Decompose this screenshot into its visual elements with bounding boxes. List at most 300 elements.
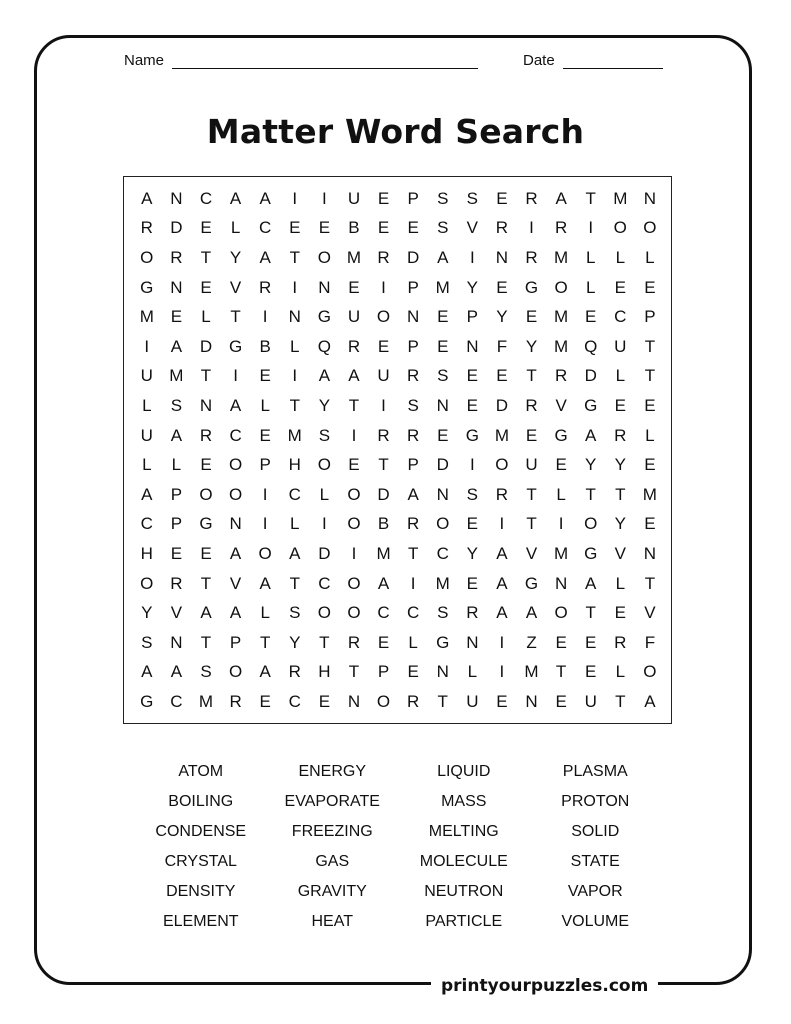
grid-letter[interactable]: R bbox=[377, 425, 390, 445]
grid-letter[interactable]: E bbox=[377, 218, 390, 238]
grid-letter[interactable]: G bbox=[554, 425, 568, 445]
grid-letter[interactable]: A bbox=[644, 691, 656, 711]
grid-letter[interactable]: R bbox=[614, 425, 627, 445]
grid-letter[interactable]: C bbox=[199, 188, 213, 208]
grid-letter[interactable]: L bbox=[142, 455, 152, 475]
grid-letter[interactable]: E bbox=[496, 366, 508, 386]
grid-letter[interactable]: E bbox=[348, 455, 360, 475]
grid-letter[interactable]: O bbox=[554, 603, 568, 623]
grid-letter[interactable]: R bbox=[525, 247, 538, 267]
grid-letter[interactable]: E bbox=[644, 395, 656, 415]
grid-letter[interactable]: N bbox=[643, 188, 657, 208]
grid-letter[interactable]: O bbox=[347, 573, 361, 593]
grid-letter[interactable]: U bbox=[140, 366, 153, 386]
grid-letter[interactable]: I bbox=[588, 218, 594, 238]
grid-letter[interactable]: Q bbox=[317, 336, 331, 356]
grid-letter[interactable]: N bbox=[643, 543, 657, 563]
grid-letter[interactable]: Z bbox=[526, 632, 537, 652]
grid-letter[interactable]: A bbox=[525, 603, 538, 623]
grid-letter[interactable]: N bbox=[170, 277, 183, 297]
grid-letter[interactable]: M bbox=[613, 188, 628, 208]
grid-letter[interactable]: L bbox=[319, 484, 330, 504]
grid-letter[interactable]: E bbox=[377, 188, 390, 208]
grid-letter[interactable]: L bbox=[556, 484, 566, 504]
grid-letter[interactable]: E bbox=[555, 691, 567, 711]
grid-letter[interactable]: E bbox=[555, 632, 567, 652]
grid-letter[interactable]: E bbox=[496, 691, 508, 711]
grid-letter[interactable]: H bbox=[140, 543, 153, 563]
grid-letter[interactable]: M bbox=[376, 543, 391, 563]
grid-letter[interactable]: O bbox=[376, 691, 391, 711]
grid-letter[interactable]: M bbox=[435, 573, 450, 593]
grid-letter[interactable]: T bbox=[200, 366, 212, 386]
grid-letter[interactable]: S bbox=[200, 662, 212, 682]
grid-letter[interactable]: M bbox=[524, 662, 539, 682]
grid-letter[interactable]: R bbox=[199, 425, 213, 445]
grid-letter[interactable]: I bbox=[529, 218, 534, 238]
grid-letter[interactable]: T bbox=[289, 573, 300, 593]
grid-letter[interactable]: S bbox=[407, 395, 419, 415]
grid-letter[interactable]: P bbox=[407, 277, 419, 297]
grid-letter[interactable]: T bbox=[289, 247, 300, 267]
grid-letter[interactable]: E bbox=[614, 395, 626, 415]
grid-letter[interactable]: N bbox=[436, 662, 449, 682]
grid-letter[interactable]: A bbox=[141, 662, 153, 682]
grid-letter[interactable]: R bbox=[525, 188, 538, 208]
grid-letter[interactable]: T bbox=[615, 484, 626, 504]
grid-letter[interactable]: V bbox=[525, 543, 538, 563]
grid-letter[interactable]: L bbox=[230, 218, 241, 238]
grid-letter[interactable]: A bbox=[259, 662, 271, 682]
grid-letter[interactable]: C bbox=[614, 307, 627, 327]
grid-letter[interactable]: P bbox=[229, 632, 242, 652]
grid-letter[interactable]: U bbox=[377, 366, 390, 386]
grid-letter[interactable]: A bbox=[170, 336, 183, 356]
grid-letter[interactable]: T bbox=[555, 662, 567, 682]
grid-letter[interactable]: L bbox=[260, 395, 270, 415]
grid-letter[interactable]: M bbox=[346, 247, 362, 267]
grid-letter[interactable]: E bbox=[614, 277, 626, 297]
grid-letter[interactable]: V bbox=[555, 395, 567, 415]
grid-letter[interactable]: S bbox=[466, 188, 478, 208]
grid-letter[interactable]: M bbox=[554, 336, 569, 356]
grid-letter[interactable]: A bbox=[289, 543, 301, 563]
grid-letter[interactable]: G bbox=[584, 395, 598, 415]
grid-letter[interactable]: Y bbox=[614, 514, 626, 534]
grid-letter[interactable]: P bbox=[644, 307, 656, 327]
grid-letter[interactable]: F bbox=[644, 632, 656, 652]
grid-letter[interactable]: E bbox=[437, 425, 449, 445]
grid-letter[interactable]: V bbox=[229, 277, 242, 297]
grid-letter[interactable]: L bbox=[615, 366, 626, 386]
grid-letter[interactable]: R bbox=[347, 632, 361, 652]
grid-letter[interactable]: M bbox=[169, 366, 184, 386]
grid-letter[interactable]: E bbox=[407, 662, 419, 682]
grid-letter[interactable]: T bbox=[200, 247, 212, 267]
grid-letter[interactable]: T bbox=[319, 632, 330, 652]
grid-letter[interactable]: I bbox=[292, 188, 298, 208]
grid-letter[interactable]: C bbox=[288, 484, 301, 504]
grid-letter[interactable]: G bbox=[228, 336, 243, 356]
grid-letter[interactable]: N bbox=[436, 395, 449, 415]
grid-letter[interactable]: Y bbox=[289, 632, 301, 652]
grid-letter[interactable]: O bbox=[140, 573, 154, 593]
grid-letter[interactable]: I bbox=[262, 484, 268, 504]
grid-letter[interactable]: R bbox=[288, 662, 301, 682]
grid-letter[interactable]: A bbox=[259, 573, 271, 593]
grid-letter[interactable]: O bbox=[436, 514, 450, 534]
grid-letter[interactable]: R bbox=[140, 218, 153, 238]
grid-letter[interactable]: E bbox=[259, 425, 271, 445]
grid-letter[interactable]: Y bbox=[466, 543, 478, 563]
grid-letter[interactable]: O bbox=[643, 662, 657, 682]
grid-letter[interactable]: E bbox=[525, 307, 538, 327]
grid-letter[interactable]: P bbox=[259, 455, 271, 475]
grid-letter[interactable]: T bbox=[200, 573, 212, 593]
grid-letter[interactable]: L bbox=[201, 307, 211, 327]
grid-letter[interactable]: L bbox=[467, 662, 478, 682]
grid-letter[interactable]: A bbox=[229, 603, 242, 623]
grid-letter[interactable]: A bbox=[229, 188, 242, 208]
grid-letter[interactable]: E bbox=[614, 603, 626, 623]
grid-letter[interactable]: I bbox=[410, 573, 416, 593]
grid-letter[interactable]: E bbox=[318, 218, 331, 238]
grid-letter[interactable]: O bbox=[376, 307, 391, 327]
grid-letter[interactable]: A bbox=[585, 425, 597, 445]
grid-letter[interactable]: P bbox=[407, 455, 419, 475]
grid-letter[interactable]: S bbox=[170, 395, 183, 415]
grid-letter[interactable]: R bbox=[407, 514, 420, 534]
grid-letter[interactable]: A bbox=[496, 573, 508, 593]
grid-letter[interactable]: E bbox=[407, 218, 419, 238]
grid-letter[interactable]: R bbox=[407, 691, 420, 711]
grid-letter[interactable]: S bbox=[466, 484, 478, 504]
grid-letter[interactable]: O bbox=[347, 603, 361, 623]
grid-letter[interactable]: T bbox=[644, 366, 656, 386]
grid-letter[interactable]: R bbox=[347, 336, 361, 356]
grid-letter[interactable]: R bbox=[377, 247, 390, 267]
grid-letter[interactable]: I bbox=[351, 425, 357, 445]
grid-letter[interactable]: L bbox=[290, 514, 300, 534]
grid-letter[interactable]: T bbox=[526, 514, 537, 534]
grid-letter[interactable]: E bbox=[496, 188, 508, 208]
grid-letter[interactable]: E bbox=[348, 277, 360, 297]
grid-letter[interactable]: N bbox=[466, 336, 479, 356]
grid-letter[interactable]: E bbox=[585, 307, 597, 327]
grid-letter[interactable]: A bbox=[407, 484, 419, 504]
grid-letter[interactable]: T bbox=[230, 307, 241, 327]
grid-letter[interactable]: G bbox=[524, 573, 539, 593]
grid-letter[interactable]: G bbox=[199, 514, 213, 534]
grid-letter[interactable]: M bbox=[198, 691, 214, 711]
grid-letter[interactable]: V bbox=[170, 603, 183, 623]
grid-letter[interactable]: L bbox=[615, 573, 626, 593]
grid-letter[interactable]: N bbox=[554, 573, 568, 593]
grid-letter[interactable]: T bbox=[407, 543, 419, 563]
grid-letter[interactable]: C bbox=[288, 691, 301, 711]
grid-letter[interactable]: E bbox=[466, 573, 478, 593]
grid-letter[interactable]: L bbox=[260, 603, 270, 623]
grid-letter[interactable]: E bbox=[377, 336, 390, 356]
grid-letter[interactable]: T bbox=[615, 691, 626, 711]
grid-letter[interactable]: O bbox=[228, 455, 243, 475]
grid-letter[interactable]: U bbox=[584, 691, 597, 711]
grid-letter[interactable]: R bbox=[495, 484, 509, 504]
grid-letter[interactable]: P bbox=[377, 662, 390, 682]
grid-letter[interactable]: D bbox=[318, 543, 331, 563]
grid-letter[interactable]: E bbox=[496, 277, 508, 297]
grid-letter[interactable]: E bbox=[644, 455, 656, 475]
grid-letter[interactable]: I bbox=[499, 632, 505, 652]
grid-letter[interactable]: O bbox=[140, 247, 154, 267]
grid-letter[interactable]: R bbox=[229, 691, 242, 711]
grid-letter[interactable]: A bbox=[141, 188, 153, 208]
grid-letter[interactable]: U bbox=[525, 455, 538, 475]
grid-letter[interactable]: N bbox=[525, 691, 538, 711]
grid-letter[interactable]: B bbox=[259, 336, 271, 356]
grid-letter[interactable]: M bbox=[139, 307, 154, 327]
grid-letter[interactable]: M bbox=[287, 425, 302, 445]
grid-letter[interactable]: O bbox=[584, 514, 598, 534]
grid-letter[interactable]: E bbox=[466, 514, 478, 534]
grid-letter[interactable]: E bbox=[525, 425, 538, 445]
grid-letter[interactable]: E bbox=[259, 691, 271, 711]
grid-letter[interactable]: O bbox=[495, 455, 509, 475]
grid-letter[interactable]: O bbox=[347, 484, 361, 504]
grid-letter[interactable]: T bbox=[585, 484, 596, 504]
grid-letter[interactable]: O bbox=[643, 218, 657, 238]
grid-letter[interactable]: A bbox=[496, 603, 508, 623]
grid-letter[interactable]: N bbox=[407, 307, 420, 327]
grid-letter[interactable]: N bbox=[199, 395, 213, 415]
grid-letter[interactable]: L bbox=[645, 247, 655, 267]
grid-letter[interactable]: M bbox=[435, 277, 450, 297]
grid-letter[interactable]: P bbox=[170, 514, 183, 534]
grid-letter[interactable]: E bbox=[200, 543, 212, 563]
grid-letter[interactable]: N bbox=[288, 307, 301, 327]
grid-letter[interactable]: A bbox=[200, 603, 212, 623]
grid-letter[interactable]: T bbox=[378, 455, 389, 475]
grid-letter[interactable]: U bbox=[347, 307, 361, 327]
grid-letter[interactable]: V bbox=[229, 573, 242, 593]
grid-letter[interactable]: N bbox=[318, 277, 331, 297]
grid-letter[interactable]: C bbox=[229, 425, 242, 445]
grid-letter[interactable]: I bbox=[144, 336, 150, 356]
grid-letter[interactable]: I bbox=[292, 366, 298, 386]
grid-letter[interactable]: I bbox=[381, 395, 386, 415]
grid-letter[interactable]: L bbox=[171, 455, 182, 475]
grid-letter[interactable]: T bbox=[348, 662, 360, 682]
grid-letter[interactable]: L bbox=[615, 247, 626, 267]
grid-letter[interactable]: N bbox=[436, 484, 449, 504]
grid-letter[interactable]: M bbox=[494, 425, 509, 445]
grid-letter[interactable]: S bbox=[289, 603, 301, 623]
grid-letter[interactable]: I bbox=[499, 514, 505, 534]
grid-letter[interactable]: E bbox=[585, 662, 597, 682]
grid-letter[interactable]: O bbox=[258, 543, 272, 563]
grid-letter[interactable]: E bbox=[555, 455, 567, 475]
grid-letter[interactable]: R bbox=[170, 247, 183, 267]
grid-letter[interactable]: I bbox=[499, 662, 505, 682]
grid-letter[interactable]: P bbox=[170, 484, 183, 504]
grid-letter[interactable]: A bbox=[170, 662, 183, 682]
grid-letter[interactable]: Y bbox=[141, 603, 153, 623]
grid-letter[interactable]: T bbox=[526, 484, 537, 504]
grid-letter[interactable]: T bbox=[644, 336, 656, 356]
grid-letter[interactable]: G bbox=[140, 691, 154, 711]
grid-letter[interactable]: L bbox=[645, 425, 655, 445]
grid-letter[interactable]: S bbox=[437, 366, 449, 386]
grid-letter[interactable]: G bbox=[436, 632, 450, 652]
grid-letter[interactable]: I bbox=[558, 514, 564, 534]
grid-letter[interactable]: N bbox=[495, 247, 509, 267]
grid-letter[interactable]: T bbox=[585, 188, 596, 208]
grid-letter[interactable]: I bbox=[262, 514, 268, 534]
grid-letter[interactable]: I bbox=[351, 543, 357, 563]
grid-letter[interactable]: V bbox=[644, 603, 656, 623]
grid-letter[interactable]: I bbox=[381, 277, 386, 297]
grid-letter[interactable]: D bbox=[377, 484, 390, 504]
grid-letter[interactable]: L bbox=[585, 247, 596, 267]
grid-letter[interactable]: E bbox=[377, 632, 390, 652]
grid-letter[interactable]: C bbox=[436, 543, 449, 563]
grid-letter[interactable]: O bbox=[317, 603, 331, 623]
grid-letter[interactable]: E bbox=[644, 514, 656, 534]
grid-letter[interactable]: S bbox=[141, 632, 153, 652]
grid-letter[interactable]: I bbox=[469, 247, 475, 267]
grid-letter[interactable]: E bbox=[466, 366, 478, 386]
grid-letter[interactable]: R bbox=[554, 218, 568, 238]
grid-letter[interactable]: L bbox=[290, 336, 300, 356]
grid-letter[interactable]: P bbox=[466, 307, 478, 327]
grid-letter[interactable]: L bbox=[142, 395, 152, 415]
grid-letter[interactable]: C bbox=[318, 573, 331, 593]
grid-letter[interactable]: E bbox=[200, 277, 212, 297]
grid-letter[interactable]: A bbox=[259, 247, 271, 267]
grid-letter[interactable]: R bbox=[407, 425, 420, 445]
grid-letter[interactable]: A bbox=[348, 366, 360, 386]
grid-letter[interactable]: B bbox=[377, 514, 390, 534]
grid-letter[interactable]: D bbox=[170, 218, 183, 238]
grid-letter[interactable]: I bbox=[262, 307, 268, 327]
grid-letter[interactable]: A bbox=[437, 247, 449, 267]
grid-letter[interactable]: R bbox=[407, 366, 420, 386]
grid-letter[interactable]: D bbox=[584, 366, 597, 386]
grid-letter[interactable]: V bbox=[614, 543, 626, 563]
grid-letter[interactable]: Q bbox=[584, 336, 598, 356]
grid-letter[interactable]: I bbox=[321, 188, 327, 208]
grid-letter[interactable]: P bbox=[407, 188, 419, 208]
grid-letter[interactable]: O bbox=[554, 277, 568, 297]
grid-letter[interactable]: T bbox=[526, 366, 537, 386]
grid-letter[interactable]: U bbox=[614, 336, 627, 356]
grid-letter[interactable]: S bbox=[437, 188, 449, 208]
grid-letter[interactable]: A bbox=[229, 543, 242, 563]
grid-letter[interactable]: T bbox=[585, 603, 596, 623]
grid-letter[interactable]: O bbox=[613, 218, 627, 238]
grid-letter[interactable]: A bbox=[229, 395, 242, 415]
grid-letter[interactable]: A bbox=[377, 573, 390, 593]
grid-letter[interactable]: E bbox=[585, 632, 597, 652]
grid-letter[interactable]: E bbox=[170, 307, 183, 327]
grid-letter[interactable]: E bbox=[466, 395, 478, 415]
grid-letter[interactable]: E bbox=[200, 455, 212, 475]
grid-letter[interactable]: R bbox=[259, 277, 272, 297]
grid-letter[interactable]: G bbox=[465, 425, 479, 445]
grid-letter[interactable]: R bbox=[170, 573, 183, 593]
grid-letter[interactable]: T bbox=[437, 691, 448, 711]
date-line[interactable] bbox=[563, 54, 663, 69]
grid-letter[interactable]: O bbox=[317, 455, 331, 475]
grid-letter[interactable]: E bbox=[437, 307, 449, 327]
grid-letter[interactable]: V bbox=[466, 218, 478, 238]
grid-letter[interactable]: B bbox=[348, 218, 360, 238]
grid-letter[interactable]: D bbox=[199, 336, 213, 356]
grid-letter[interactable]: A bbox=[259, 188, 271, 208]
grid-letter[interactable]: I bbox=[469, 455, 475, 475]
grid-letter[interactable]: N bbox=[170, 188, 183, 208]
grid-letter[interactable]: C bbox=[170, 691, 183, 711]
grid-letter[interactable]: Y bbox=[318, 395, 331, 415]
grid-letter[interactable]: O bbox=[228, 662, 243, 682]
grid-letter[interactable]: M bbox=[554, 543, 569, 563]
grid-letter[interactable]: D bbox=[407, 247, 420, 267]
name-line[interactable] bbox=[172, 54, 478, 69]
grid-letter[interactable]: N bbox=[347, 691, 361, 711]
grid-letter[interactable]: U bbox=[347, 188, 361, 208]
grid-letter[interactable]: O bbox=[317, 247, 331, 267]
grid-letter[interactable]: G bbox=[140, 277, 154, 297]
grid-letter[interactable]: T bbox=[348, 395, 360, 415]
grid-letter[interactable]: H bbox=[318, 662, 331, 682]
grid-letter[interactable]: Y bbox=[466, 277, 478, 297]
grid-letter[interactable]: G bbox=[524, 277, 539, 297]
grid-letter[interactable]: U bbox=[140, 425, 153, 445]
grid-letter[interactable]: L bbox=[615, 662, 626, 682]
grid-letter[interactable]: R bbox=[614, 632, 627, 652]
grid-letter[interactable]: E bbox=[259, 366, 271, 386]
grid-letter[interactable]: E bbox=[318, 691, 331, 711]
grid-letter[interactable]: O bbox=[199, 484, 213, 504]
grid-letter[interactable]: C bbox=[140, 514, 153, 534]
grid-letter[interactable]: R bbox=[525, 395, 538, 415]
grid-letter[interactable]: N bbox=[229, 514, 242, 534]
grid-letter[interactable]: T bbox=[200, 632, 212, 652]
grid-letter[interactable]: E bbox=[289, 218, 301, 238]
grid-letter[interactable]: I bbox=[292, 277, 298, 297]
grid-letter[interactable]: L bbox=[585, 277, 596, 297]
grid-letter[interactable]: D bbox=[436, 455, 449, 475]
grid-letter[interactable]: Y bbox=[496, 307, 508, 327]
grid-letter[interactable]: M bbox=[554, 307, 569, 327]
grid-letter[interactable]: C bbox=[407, 603, 420, 623]
grid-letter[interactable]: Y bbox=[229, 247, 242, 267]
grid-letter[interactable]: E bbox=[437, 336, 449, 356]
grid-letter[interactable]: A bbox=[555, 188, 567, 208]
grid-letter[interactable]: C bbox=[377, 603, 390, 623]
grid-letter[interactable]: N bbox=[466, 632, 479, 652]
grid-letter[interactable]: R bbox=[495, 218, 509, 238]
grid-letter[interactable]: M bbox=[642, 484, 657, 504]
grid-letter[interactable]: A bbox=[318, 366, 331, 386]
grid-letter[interactable]: E bbox=[644, 277, 656, 297]
grid-letter[interactable]: S bbox=[318, 425, 331, 445]
grid-letter[interactable]: O bbox=[228, 484, 243, 504]
grid-letter[interactable]: A bbox=[141, 484, 153, 504]
grid-letter[interactable]: N bbox=[170, 632, 183, 652]
grid-letter[interactable]: I bbox=[321, 514, 327, 534]
grid-letter[interactable]: G bbox=[584, 543, 598, 563]
